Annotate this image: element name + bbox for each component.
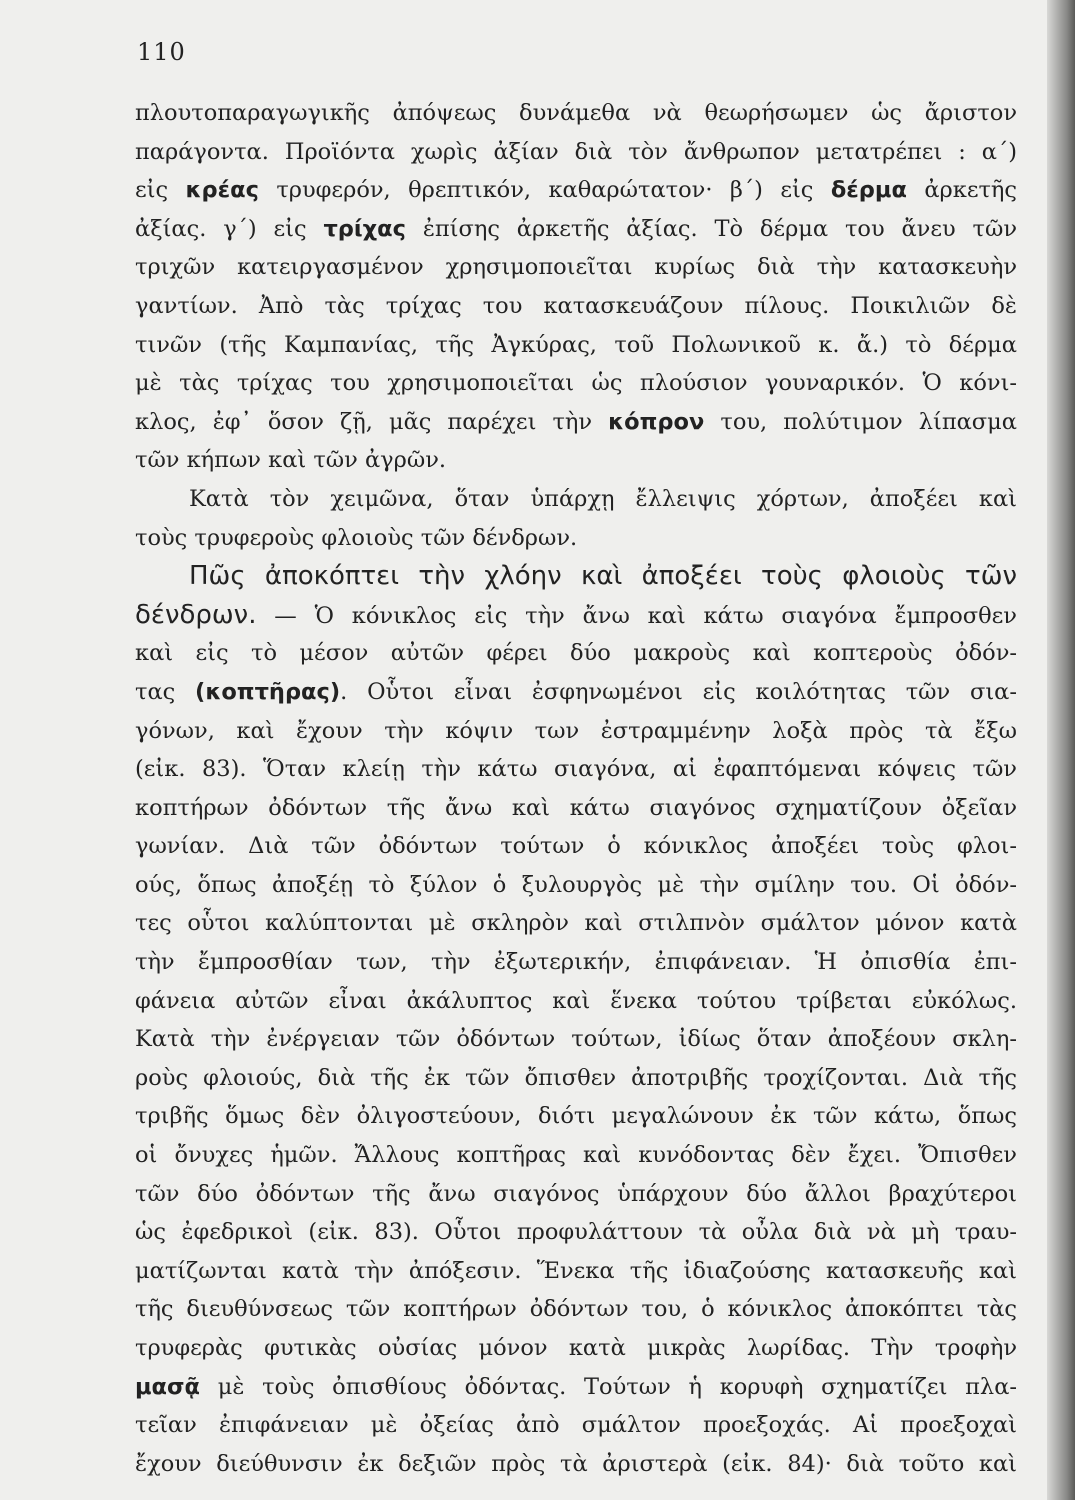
text-line: τρυφερὰς φυτικὰς οὐσίας μόνον κατὰ μικρὰς λωρίδας. Τὴν τροφὴν (135, 1335, 1017, 1361)
section-heading-end: δένδρων. (135, 599, 257, 630)
text-line: ροὺς φλοιούς, διὰ τῆς ἐκ τῶν ὄπισθεν ἀποτριβῆς τροχίζονται. Διὰ τῆς (135, 1064, 1017, 1091)
term-masa: μασᾷ (135, 1373, 200, 1400)
section-heading: Πῶς ἀποκόπτει τὴν χλόην καὶ ἀποξέει τοὺς φλοιοὺς τῶν (189, 561, 1017, 592)
text-line: τεῖαν ἐπιφάνειαν μὲ ὀξείας ἀπὸ σμάλτον προεξοχάς. Αἱ προεξοχαὶ (135, 1412, 1017, 1439)
text-line: οἱ ὄνυχες ἡμῶν. Ἄλλους κοπτῆρας καὶ κυνόδοντας δὲν ἔχει. Ὄπισθεν (135, 1142, 1017, 1169)
text-line: καὶ εἰς τὸ μέσον αὐτῶν φέρει δύο μακροὺς καὶ κοπτεροὺς ὀδόν- (135, 640, 1017, 667)
text-line: τριχῶν κατειργασμένον χρησιμοποιεῖται κυρίως διὰ τὴν κατασκευὴν (135, 254, 1017, 281)
text-line: τας (κοπτῆρας). Οὗτοι εἶναι ἐσφηνωμένοι εἰς κοιλότητας τῶν σια- (135, 678, 1017, 705)
text-line: γαντίων. Ἀπὸ τὰς τρίχας του κατασκευάζουν πίλους. Ποικιλιῶν δὲ (135, 292, 1017, 319)
text-line: τινῶν (τῆς Καμπανίας, τῆς Ἀγκύρας, τοῦ Πολωνικοῦ κ. ἄ.) τὸ δέρμα (135, 331, 1017, 358)
text-line: πλουτοπαραγωγικῆς ἀπόψεως δυνάμεθα νὰ θεωρήσωμεν ὡς ἄριστον (135, 100, 1017, 126)
text-line: παράγοντα. Προϊόντα χωρὶς ἀξίαν διὰ τὸν ἄνθρωπον μετατρέπει : α΄) (135, 138, 1017, 165)
text-line: ούς, ὅπως ἀποξέῃ τὸ ξύλον ὁ ξυλουργὸς μὲ τὴν σμίλην του. Οἱ ὀδόν- (135, 871, 1017, 898)
text-line: (εἰκ. 83). Ὅταν κλείῃ τὴν κάτω σιαγόνα, αἱ ἐφαπτόμεναι κόψεις τῶν (135, 756, 1017, 783)
term-kopron: κόπρον (608, 408, 705, 435)
text-line: κοπτήρων ὀδόντων τῆς ἄνω καὶ κάτω σιαγόνος σχηματίζουν ὀξεῖαν (135, 794, 1017, 821)
text-line: Κατὰ τὴν ἐνέργειαν τῶν ὀδόντων τούτων, ἰδίως ὅταν ἀποξέουν σκλη- (135, 1026, 1017, 1053)
text-line: ὡς ἐφεδρικοὶ (εἰκ. 83). Οὗτοι προφυλάττουν τὰ οὖλα διὰ νὰ μὴ τραυ- (135, 1219, 1017, 1246)
text-line: τριβῆς ὅμως δὲν ὀλιγοστεύουν, διότι μεγαλώνουν ἐκ τῶν κάτω, ὅπως (135, 1103, 1017, 1130)
text-line: τὴν ἔμπροσθίαν των, τὴν ἐξωτερικήν, ἐπιφάνειαν. Ἡ ὀπισθία ἐπι- (135, 949, 1017, 976)
text-line: εἰς κρέας τρυφερόν, θρεπτικόν, καθαρώτατον· β΄) εἰς δέρμα ἀρκετῆς (135, 177, 1017, 204)
text-line: κλος, ἐφ᾽ ὅσον ζῇ, μᾶς παρέχει τὴν κόπρον του, πολύτιμον λίπασμα (135, 408, 1017, 435)
term-koptiras: (κοπτῆρας) (195, 678, 341, 705)
text-line: ἀξίας. γ΄) εἰς τρίχας ἐπίσης ἀρκετῆς ἀξίας. Τὸ δέρμα του ἄνευ τῶν (135, 215, 1017, 242)
term-derma: δέρμα (830, 177, 907, 204)
text-line: μασᾷ μὲ τοὺς ὀπισθίους ὀδόντας. Τούτων ἡ κορυφὴ σχηματίζει πλα- (135, 1373, 1017, 1400)
text-line: τῆς διευθύνσεως τῶν κοπτήρων ὀδόντων του, ὁ κόνικλος ἀποκόπτει τὰς (135, 1296, 1017, 1323)
page-number: 110 (137, 38, 186, 66)
term-kreas: κρέας (185, 177, 259, 204)
page-text (135, 94, 1017, 1483)
text-line: φάνεια αὐτῶν εἶναι ἀκάλυπτος καὶ ἕνεκα τούτου τρίβεται εὐκόλως. (135, 987, 1017, 1014)
text-line: γόνων, καὶ ἔχουν τὴν κόψιν των ἐστραμμένην λοξὰ πρὸς τὰ ἔξω (135, 717, 1017, 744)
term-trichas: τρίχας (323, 215, 406, 242)
text-line: γωνίαν. Διὰ τῶν ὀδόντων τούτων ὁ κόνικλος ἀποξέει τοὺς φλοι- (135, 833, 1017, 860)
text-line: δένδρων. — Ὁ κόνικλος εἰς τὴν ἄνω καὶ κάτω σιαγόνα ἔμπροσθεν (135, 599, 1017, 630)
text-line: μὲ τὰς τρίχας του χρησιμοποιεῖται ὡς πλούσιον γουναρικόν. Ὁ κόνι- (135, 370, 1017, 397)
text-line: Κατὰ τὸν χειμῶνα, ὅταν ὑπάρχῃ ἔλλειψις χόρτων, ἀποξέει καὶ (189, 485, 1017, 512)
text-line: τῶν κήπων καὶ τῶν ἀγρῶν. (135, 447, 447, 474)
text-line: ματίζωνται κατὰ τὴν ἀπόξεσιν. Ἕνεκα τῆς ἰδιαζούσης κατασκευῆς καὶ (135, 1257, 1017, 1284)
text-line: τες οὗτοι καλύπτονται μὲ σκληρὸν καὶ στιλπνὸν σμάλτον μόνον κατὰ (135, 910, 1017, 937)
text-line: ἔχουν διεύθυνσιν ἐκ δεξιῶν πρὸς τὰ ἀριστερὰ (εἰκ. 84)· διὰ τοῦτο καὶ (135, 1450, 1017, 1477)
text-line: τῶν δύο ὀδόντων τῆς ἄνω σιαγόνος ὑπάρχουν δύο ἄλλοι βραχύτεροι (135, 1180, 1017, 1207)
text-line: τοὺς τρυφεροὺς φλοιοὺς τῶν δένδρων. (135, 524, 578, 551)
